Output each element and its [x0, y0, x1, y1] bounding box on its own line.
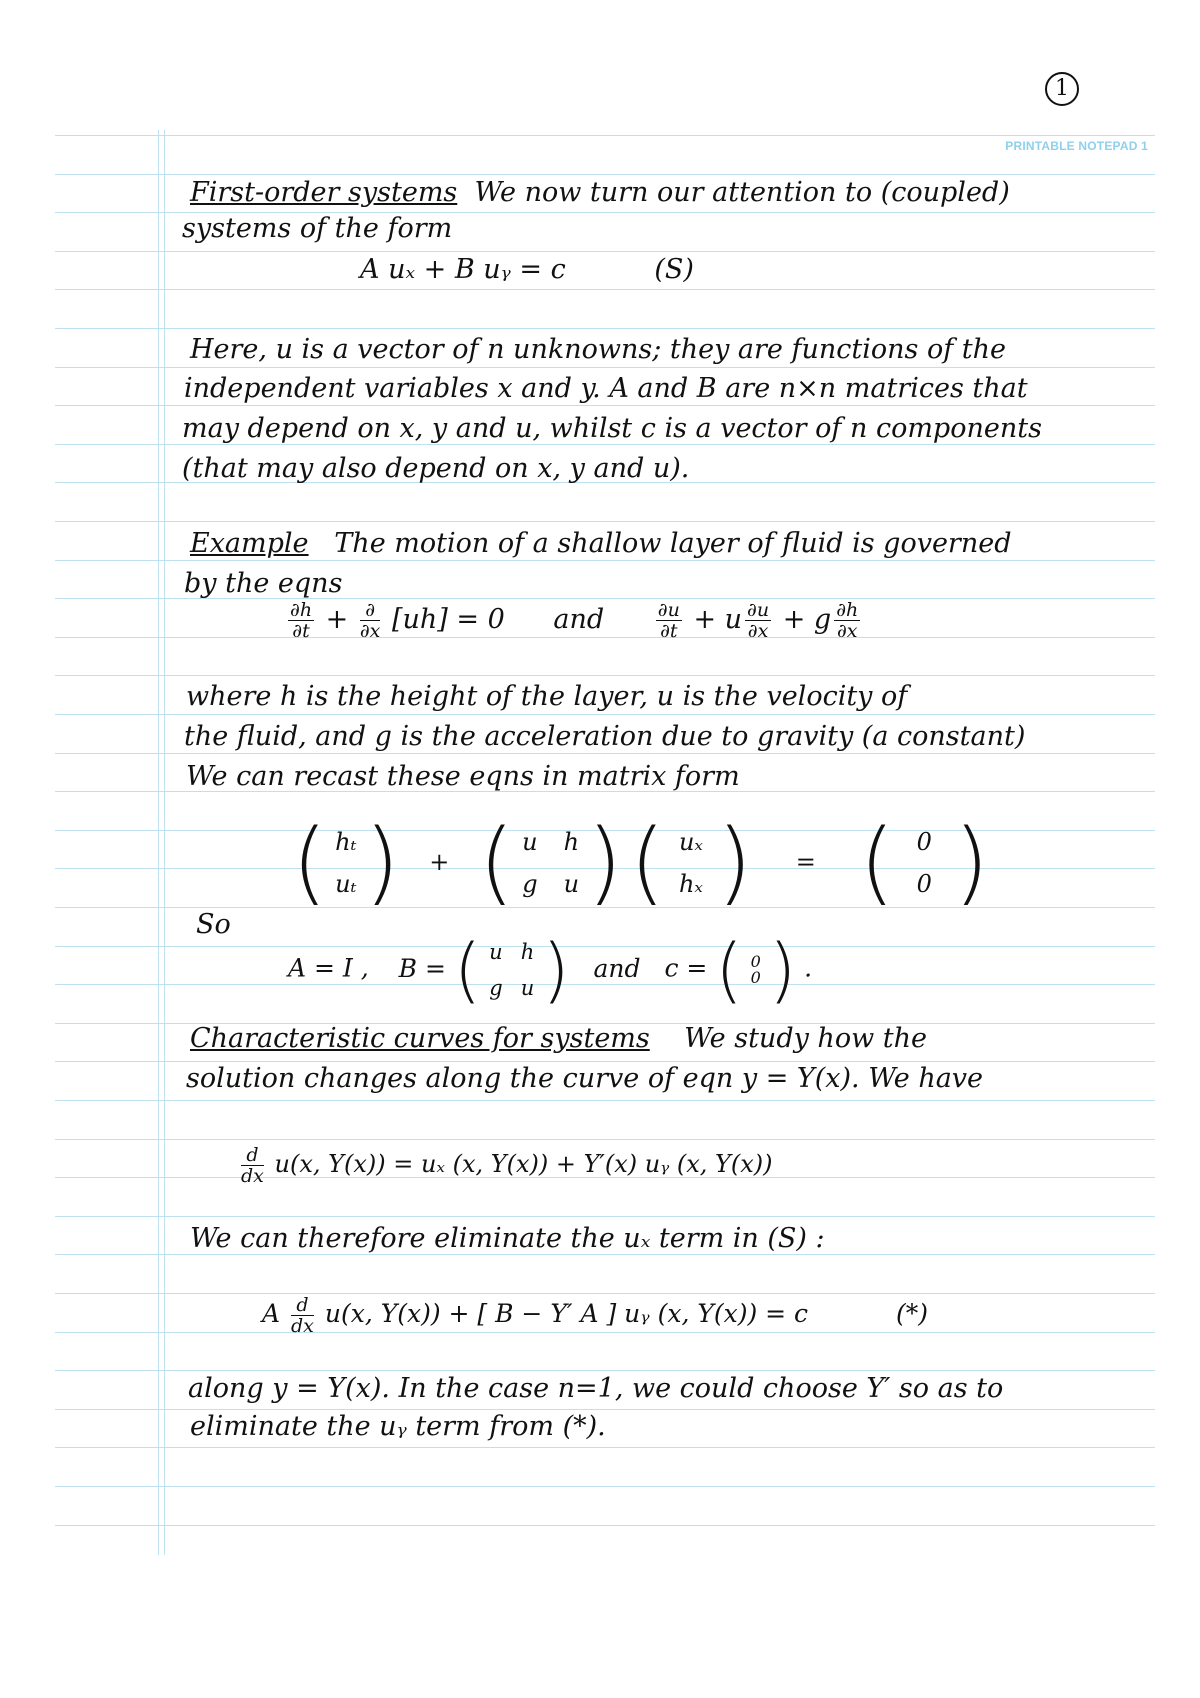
ruled-line: [55, 251, 1155, 252]
matrix: ( 0 0 ): [715, 929, 797, 1011]
ruled-line: [55, 289, 1155, 290]
fraction: $\frac{\partial u}{\partial t}$: [657, 599, 680, 642]
text-line: may depend on x, y and u, whilst c is a vector of n components: [182, 413, 1042, 444]
margin-line: [164, 130, 165, 1555]
ruled-line: [55, 328, 1155, 329]
matrix: ( u h g u ): [453, 929, 570, 1011]
equation-label: (*): [896, 1299, 929, 1328]
equation: A uₓ + B uᵧ = c: [360, 254, 566, 285]
ruled-line: [55, 1139, 1155, 1140]
example-title: Example: [190, 528, 309, 559]
text-line: eliminate the uᵧ term from (*).: [190, 1411, 606, 1442]
text-line: We study how the: [684, 1023, 927, 1054]
page-number: 1: [1045, 72, 1079, 106]
ruled-line: [55, 714, 1155, 715]
derivative-equation: $\frac{d}{dx}$ u(x, Y(x)) = uₓ (x, Y(x)) + Y′(x) uᵧ (x, Y(x)): [241, 1144, 773, 1187]
ruled-line: [55, 367, 1155, 368]
ruled-line: [55, 1100, 1155, 1101]
ruled-line: [55, 174, 1155, 175]
text-line: solution changes along the curve of eqn y = Y(x). We have: [186, 1063, 984, 1094]
fraction: $\frac{\partial}{\partial x}$: [359, 599, 381, 642]
matrix: ( hₜ uₜ ): [292, 810, 400, 915]
text-line: independent variables x and y. A and B are n×n matrices that: [184, 373, 1028, 404]
section-title: First-order systems: [190, 177, 458, 208]
equation-star: A $\frac{d}{dx}$ u(x, Y(x)) + [ B − Y′ A ] uᵧ (x, Y(x)) = c (*): [262, 1294, 929, 1337]
ruled-line: [55, 1293, 1155, 1294]
ruled-line: [55, 135, 1155, 136]
equation-s: [360, 253, 694, 287]
fraction: $\frac{\partial h}{\partial x}$: [836, 599, 859, 642]
fraction: $\frac{\partial u}{\partial x}$: [747, 599, 770, 642]
fraction: $\frac{\partial h}{\partial t}$: [290, 599, 313, 642]
section-heading-line: [190, 176, 1010, 210]
ruled-line: [55, 1447, 1155, 1448]
margin-line: [158, 130, 159, 1555]
text-line: by the eqns: [184, 568, 343, 599]
ruled-line: [55, 675, 1155, 676]
text-line: along y = Y(x). In the case n=1, we could choose Y′ so as to: [188, 1373, 1004, 1404]
text-line: systems of the form: [182, 213, 453, 244]
ruled-line: [55, 1370, 1155, 1371]
matrix: ( uₓ hₓ ): [629, 810, 753, 915]
ruled-line: [55, 1486, 1155, 1487]
text-line: (that may also depend on x, y and u).: [182, 453, 690, 484]
ruled-line: [55, 1525, 1155, 1526]
section-title: Characteristic curves for systems: [190, 1023, 650, 1054]
ruled-line: [55, 521, 1155, 522]
example-heading-line: [190, 527, 1012, 561]
text-line: The motion of a shallow layer of fluid is governed: [334, 528, 1012, 559]
ruled-line: [55, 1216, 1155, 1217]
text-line: We can recast these eqns in matrix form: [186, 761, 740, 792]
equation-label: (S): [654, 254, 694, 285]
fraction: $\frac{d}{dx}$: [241, 1144, 264, 1187]
fraction: $\frac{d}{dx}$: [291, 1294, 314, 1337]
matrix-equation: ( hₜ uₜ ) + ( u h g u ) ( uₓ hₓ ) = ( 0 0 ): [292, 810, 989, 915]
matrix-definitions: A = I , B = ( u h g u ) and c = ( 0 0 ) .: [288, 929, 813, 1011]
shallow-water-equations: $\frac{\partial h}{\partial t}$ + $\frac{\partial}{\partial x}$ [uh] = 0 and $\frac{\partial u}{\partial t}$ + u $\frac{\partial u}{\partial x}$ + g $\frac{\partial h}{\partial x}$: [290, 599, 859, 642]
text-line: We now turn our attention to (coupled): [474, 177, 1010, 208]
matrix: ( u h g u ): [479, 810, 623, 915]
text-line: the fluid, and g is the acceleration due to gravity (a constant): [184, 721, 1026, 752]
text-line: We can therefore eliminate the uₓ term in (S) :: [190, 1223, 825, 1254]
section-heading-line: [190, 1022, 927, 1056]
text-line: So: [196, 909, 231, 940]
text-line: where h is the height of the layer, u is the velocity of: [186, 681, 908, 712]
matrix: ( 0 0 ): [859, 810, 989, 915]
notepad-brand: PRINTABLE NOTEPAD 1: [1005, 139, 1148, 153]
text-line: Here, u is a vector of n unknowns; they are functions of the: [190, 334, 1006, 365]
